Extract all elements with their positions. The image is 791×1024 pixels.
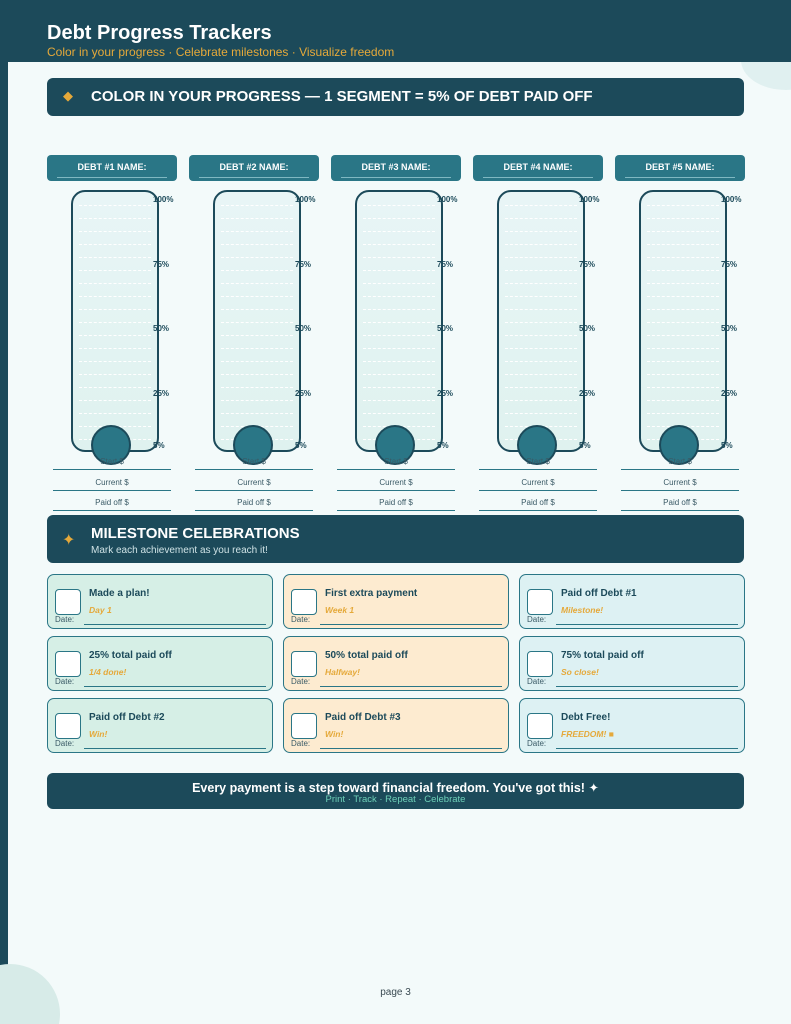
date-input-line[interactable] — [84, 748, 266, 749]
start-amount-field[interactable]: Start $ — [337, 456, 455, 470]
tick-label: 5% — [295, 441, 307, 450]
milestone-subtitle: Win! — [89, 729, 108, 739]
tube-segment-line — [647, 335, 719, 336]
date-label: Date: — [291, 739, 311, 748]
tick-label: 100% — [153, 195, 174, 204]
current-amount-field[interactable]: Current $ — [53, 477, 171, 491]
milestone-title: Paid off Debt #3 — [325, 712, 401, 723]
progress-banner — [47, 78, 744, 116]
tube-segment-line — [647, 257, 719, 258]
footer-tagline: Print · Track · Repeat · Celebrate — [325, 794, 466, 805]
paid-off-amount-field[interactable]: Paid off $ — [621, 497, 739, 511]
tube-segment-line — [505, 322, 577, 323]
tick-label: 50% — [153, 324, 170, 333]
tube-segment-line — [363, 283, 435, 284]
tick-label: 100% — [437, 195, 458, 204]
milestone-title: First extra payment — [325, 588, 418, 599]
milestone-checkbox[interactable] — [291, 713, 317, 739]
tube-segment-line — [79, 413, 151, 414]
left-accent-strip — [0, 0, 8, 970]
milestone-card — [47, 636, 273, 691]
tube-segment-line — [505, 283, 577, 284]
sparkle-icon: ✦ — [62, 532, 76, 549]
page-subtitle: Color in your progress · Celebrate milestones · Visualize freedom — [47, 45, 395, 59]
milestone-subtitle: Day 1 — [89, 605, 112, 615]
paid-off-amount-field[interactable]: Paid off $ — [337, 497, 455, 511]
tube-segment-line — [505, 387, 577, 388]
milestone-checkbox[interactable] — [55, 651, 81, 677]
tube-segment-line — [505, 309, 577, 310]
current-amount-field[interactable]: Current $ — [479, 477, 597, 491]
tube-segment-line — [363, 244, 435, 245]
tube-segment-line — [505, 348, 577, 349]
tube-segment-line — [221, 374, 293, 375]
tube-segment-line — [221, 257, 293, 258]
milestone-subtitle: So close! — [561, 667, 599, 677]
tick-label: 5% — [579, 441, 591, 450]
tube-segment-line — [221, 205, 293, 206]
footer-banner — [47, 773, 744, 809]
milestone-card — [283, 636, 509, 691]
milestone-title: Debt Free! — [561, 712, 611, 723]
tick-label: 25% — [579, 389, 596, 398]
tube-segment-line — [647, 348, 719, 349]
tube-segment-line — [647, 283, 719, 284]
tube-segment-line — [363, 413, 435, 414]
tube-segment-line — [647, 374, 719, 375]
tick-label: 75% — [579, 260, 596, 269]
tube-segment-line — [505, 374, 577, 375]
tube-segment-line — [363, 257, 435, 258]
tube-segment-line — [505, 296, 577, 297]
milestone-card — [47, 574, 273, 629]
tube-segment-line — [363, 231, 435, 232]
tube-segment-line — [79, 309, 151, 310]
tube-segment-line — [363, 296, 435, 297]
page-header — [0, 0, 791, 62]
milestone-title: MILESTONE CELEBRATIONS — [91, 525, 300, 542]
date-label: Date: — [55, 677, 75, 686]
milestone-checkbox[interactable] — [55, 713, 81, 739]
date-input-line[interactable] — [556, 748, 738, 749]
debt-name-label[interactable]: DEBT #1 NAME: — [47, 155, 177, 181]
progress-banner-text: COLOR IN YOUR PROGRESS — 1 SEGMENT = 5% OF DEBT PAID OFF — [91, 88, 593, 105]
milestone-subtitle: Week 1 — [325, 605, 355, 615]
tube-segment-line — [79, 296, 151, 297]
milestone-checkbox[interactable] — [291, 589, 317, 615]
tick-label: 25% — [721, 389, 738, 398]
tube-segment-line — [363, 335, 435, 336]
milestone-checkbox[interactable] — [527, 713, 553, 739]
footer-message: Every payment is a step toward financial freedom. You've got this! ✦ — [192, 781, 599, 795]
tick-label: 25% — [153, 389, 170, 398]
tube-segment-line — [221, 218, 293, 219]
debt-name-label[interactable]: DEBT #3 NAME: — [331, 155, 461, 181]
debt-tracker-5 — [615, 155, 745, 515]
debt-name-label[interactable]: DEBT #2 NAME: — [189, 155, 319, 181]
milestone-checkbox[interactable] — [291, 651, 317, 677]
milestone-card — [47, 698, 273, 753]
tick-label: 5% — [721, 441, 733, 450]
tick-label: 75% — [437, 260, 454, 269]
tube-segment-line — [647, 361, 719, 362]
debt-tracker-3 — [331, 155, 461, 515]
tube-segment-line — [79, 283, 151, 284]
tube-segment-line — [221, 387, 293, 388]
tick-label: 50% — [579, 324, 596, 333]
tube-segment-line — [221, 270, 293, 271]
tube-segment-line — [505, 270, 577, 271]
tick-label: 75% — [153, 260, 170, 269]
date-label: Date: — [527, 739, 547, 748]
tube-segment-line — [647, 296, 719, 297]
tube-segment-line — [221, 335, 293, 336]
tick-label: 5% — [437, 441, 449, 450]
start-amount-field[interactable]: Start $ — [53, 456, 171, 470]
tube-segment-line — [221, 361, 293, 362]
tube-segment-line — [647, 413, 719, 414]
current-amount-field[interactable]: Current $ — [195, 477, 313, 491]
tube-segment-line — [79, 348, 151, 349]
diamond-icon: ◆ — [63, 88, 73, 103]
tube-segment-line — [221, 322, 293, 323]
tick-label: 50% — [437, 324, 454, 333]
tube-segment-line — [505, 413, 577, 414]
tick-label: 75% — [721, 260, 738, 269]
tube-segment-line — [505, 231, 577, 232]
tube-segment-line — [363, 309, 435, 310]
tick-label: 75% — [295, 260, 312, 269]
tube-segment-line — [79, 218, 151, 219]
tube-segment-line — [647, 309, 719, 310]
paid-off-amount-field[interactable]: Paid off $ — [53, 497, 171, 511]
milestone-subtitle: Milestone! — [561, 605, 604, 615]
tube-segment-line — [363, 205, 435, 206]
date-input-line[interactable] — [320, 686, 502, 687]
tube-segment-line — [647, 218, 719, 219]
tick-label: 25% — [437, 389, 454, 398]
tube-segment-line — [363, 374, 435, 375]
tube-segment-line — [79, 231, 151, 232]
date-label: Date: — [291, 615, 311, 624]
date-label: Date: — [527, 615, 547, 624]
tube-segment-line — [363, 387, 435, 388]
tube-segment-line — [221, 309, 293, 310]
tube-segment-line — [79, 400, 151, 401]
tube-segment-line — [221, 348, 293, 349]
tick-label: 100% — [295, 195, 316, 204]
tick-label: 50% — [295, 324, 312, 333]
milestone-card — [283, 574, 509, 629]
milestone-card — [283, 698, 509, 753]
tube-segment-line — [221, 283, 293, 284]
milestone-subtitle: 1/4 done! — [89, 667, 127, 677]
tube-segment-line — [647, 322, 719, 323]
tube-segment-line — [363, 322, 435, 323]
tube-segment-line — [505, 257, 577, 258]
milestone-checkbox[interactable] — [527, 589, 553, 615]
paid-off-amount-field[interactable]: Paid off $ — [479, 497, 597, 511]
date-label: Date: — [291, 677, 311, 686]
tick-label: 50% — [721, 324, 738, 333]
tube-segment-line — [647, 244, 719, 245]
tube-segment-line — [79, 335, 151, 336]
tube-segment-line — [79, 374, 151, 375]
tube-segment-line — [79, 257, 151, 258]
start-amount-field[interactable]: Start $ — [479, 456, 597, 470]
start-amount-field[interactable]: Start $ — [621, 456, 739, 470]
milestone-subtitle: Mark each achievement as you reach it! — [91, 545, 268, 556]
tube-segment-line — [647, 231, 719, 232]
date-label: Date: — [55, 615, 75, 624]
tube-segment-line — [79, 387, 151, 388]
milestone-title: Paid off Debt #2 — [89, 712, 165, 723]
page-number: page 3 — [380, 987, 411, 998]
milestone-checkbox[interactable] — [527, 651, 553, 677]
tube-segment-line — [79, 361, 151, 362]
tube-segment-line — [221, 400, 293, 401]
milestone-title: Paid off Debt #1 — [561, 588, 637, 599]
debt-tracker-4 — [473, 155, 603, 515]
milestone-subtitle: Win! — [325, 729, 344, 739]
tick-label: 5% — [153, 441, 165, 450]
date-input-line[interactable] — [556, 686, 738, 687]
tube-segment-line — [79, 244, 151, 245]
tube-segment-line — [363, 218, 435, 219]
tick-label: 100% — [579, 195, 600, 204]
debt-name-label[interactable]: DEBT #4 NAME: — [473, 155, 603, 181]
tube-segment-line — [79, 205, 151, 206]
thermometer-tube[interactable] — [213, 190, 301, 452]
tube-segment-line — [363, 361, 435, 362]
tube-segment-line — [647, 387, 719, 388]
thermometer-tube[interactable] — [355, 190, 443, 452]
milestone-card — [519, 636, 745, 691]
tube-segment-line — [505, 335, 577, 336]
tube-segment-line — [363, 400, 435, 401]
milestone-checkbox[interactable] — [55, 589, 81, 615]
milestone-card — [519, 574, 745, 629]
tube-segment-line — [505, 244, 577, 245]
date-input-line[interactable] — [84, 624, 266, 625]
tube-segment-line — [79, 270, 151, 271]
milestone-title: Made a plan! — [89, 588, 150, 599]
tube-segment-line — [505, 361, 577, 362]
milestone-subtitle: Halfway! — [325, 667, 360, 677]
paid-off-amount-field[interactable]: Paid off $ — [195, 497, 313, 511]
debt-tracker-2 — [189, 155, 319, 515]
tube-segment-line — [363, 348, 435, 349]
milestone-banner — [47, 515, 744, 563]
tick-label: 100% — [721, 195, 742, 204]
page-title: Debt Progress Trackers — [47, 22, 272, 44]
tube-segment-line — [505, 400, 577, 401]
milestone-subtitle: FREEDOM! ■ — [561, 729, 614, 739]
tube-segment-line — [363, 270, 435, 271]
milestone-title: 75% total paid off — [561, 650, 644, 661]
tube-segment-line — [647, 400, 719, 401]
date-label: Date: — [527, 677, 547, 686]
thermometer-tube[interactable] — [71, 190, 159, 452]
tube-segment-line — [647, 205, 719, 206]
date-input-line[interactable] — [556, 624, 738, 625]
tube-segment-line — [221, 413, 293, 414]
tube-segment-line — [221, 231, 293, 232]
debt-tracker-1 — [47, 155, 177, 515]
date-input-line[interactable] — [320, 624, 502, 625]
tube-segment-line — [505, 218, 577, 219]
tube-segment-line — [221, 244, 293, 245]
thermometer-tube[interactable] — [639, 190, 727, 452]
milestone-title: 50% total paid off — [325, 650, 408, 661]
debt-name-label[interactable]: DEBT #5 NAME: — [615, 155, 745, 181]
current-amount-field[interactable]: Current $ — [621, 477, 739, 491]
date-label: Date: — [55, 739, 75, 748]
tube-segment-line — [221, 296, 293, 297]
tube-segment-line — [647, 270, 719, 271]
tube-segment-line — [505, 205, 577, 206]
date-input-line[interactable] — [84, 686, 266, 687]
tick-label: 25% — [295, 389, 312, 398]
date-input-line[interactable] — [320, 748, 502, 749]
tube-segment-line — [79, 322, 151, 323]
milestone-title: 25% total paid off — [89, 650, 172, 661]
current-amount-field[interactable]: Current $ — [337, 477, 455, 491]
thermometer-tube[interactable] — [497, 190, 585, 452]
start-amount-field[interactable]: Start $ — [195, 456, 313, 470]
milestone-card — [519, 698, 745, 753]
